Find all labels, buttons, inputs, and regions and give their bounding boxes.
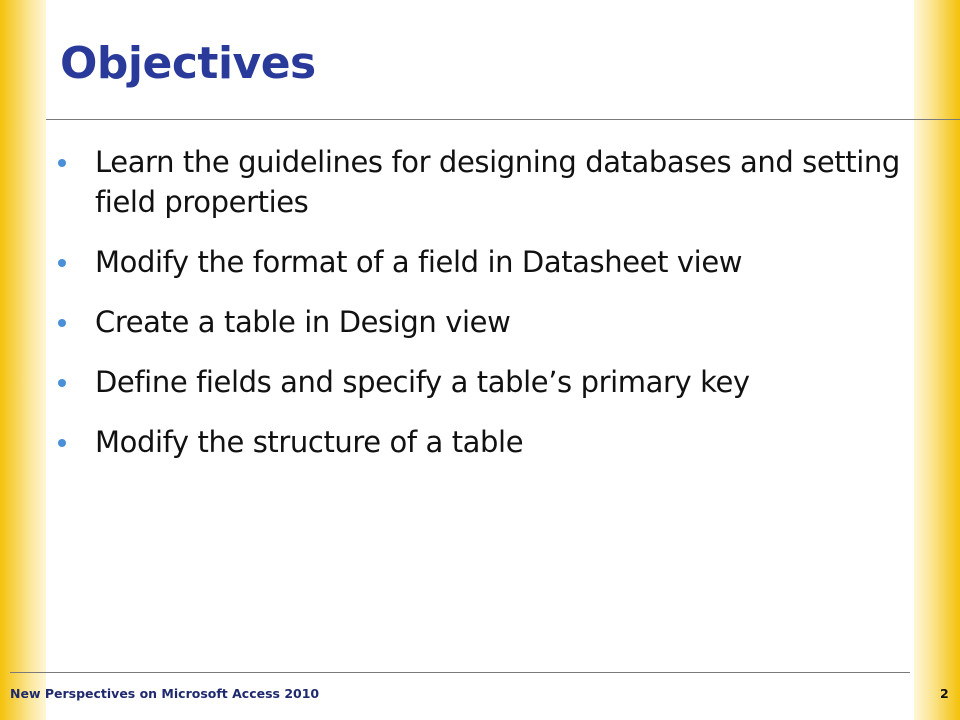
page-number: 2 [940, 686, 949, 701]
right-decorative-band [914, 0, 960, 720]
bullet-marker-icon [58, 379, 66, 387]
bullet-marker-icon [58, 439, 66, 447]
objective-text: Modify the structure of a table [95, 425, 524, 459]
objective-text: Modify the format of a field in Datasheet view [95, 245, 743, 279]
objective-text: Define fields and specify a table’s primary key [95, 365, 750, 399]
objective-item [58, 362, 908, 402]
objective-item [58, 242, 908, 282]
objective-item [58, 422, 908, 462]
bullet-marker-icon [58, 319, 66, 327]
title-divider [46, 119, 960, 120]
objectives-list [58, 142, 908, 482]
left-decorative-band [0, 0, 46, 720]
objective-text: Learn the guidelines for designing databases and setting field properties [95, 145, 900, 219]
slide-title: Objectives [60, 38, 316, 89]
bullet-marker-icon [58, 159, 66, 167]
footer-caption: New Perspectives on Microsoft Access 2010 [10, 686, 320, 701]
objective-item [58, 142, 908, 222]
objective-text: Create a table in Design view [95, 305, 511, 339]
footer-divider [10, 672, 910, 673]
objective-item [58, 302, 908, 342]
bullet-marker-icon [58, 259, 66, 267]
